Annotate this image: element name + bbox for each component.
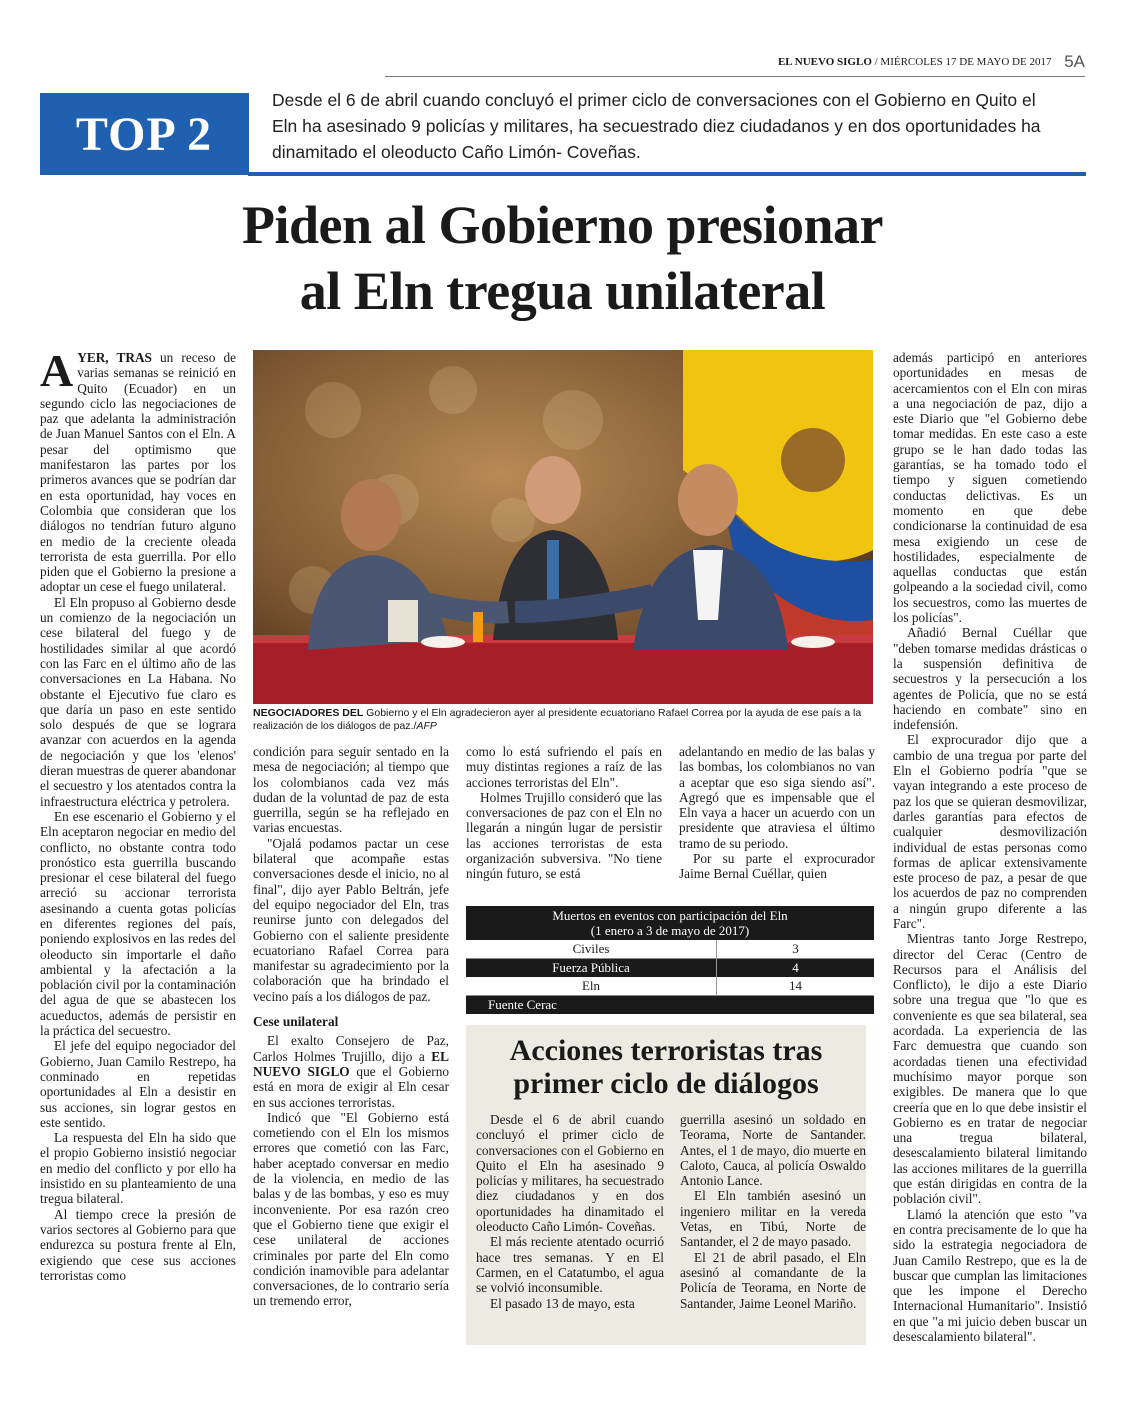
deaths-table xyxy=(466,906,874,1014)
paragraph: El exprocurador dijo que a cambio de una tregua por parte del Eln el Gobierno podría "que se vayan integrando a este proceso de paz los que se quieran desmovilizar, darles garantías para efectos de cualquier desmovilización individual de estas personas como formas de aplicar extensivamente este proceso de paz, a pesar de que los acuerdos de paz no comprenden a ningún grupo diferente a las Farc". xyxy=(893,732,1087,931)
lead-in: YER, TRAS xyxy=(77,350,152,365)
issue-date: / MIÉRCOLES 17 DE MAYO DE 2017 xyxy=(874,56,1052,68)
paragraph: Llamó la atención que esto "va en contra precisamente de lo que ha sido la estrategia negociadora de Juan Camilo Restrepo, que es la de buscar que cumplan las limitaciones que les impone el Derecho Internacional Humanitario". Insistió en que "a mi juicio deben buscar un desescalamiento bilateral". xyxy=(893,1206,1087,1344)
row-value: 14 xyxy=(716,977,874,995)
top-summary: Desde el 6 de abril cuando concluyó el primer ciclo de conversaciones con el Gobierno en Quito el Eln ha asesinado 9 policías y militares, ha secuestrado diez ciudadanos y en dos oportunidades ha dinamitado el oleoducto Caño Limón- Coveñas. xyxy=(272,90,1041,162)
paragraph: El Eln propuso al Gobierno desde un comienzo de la negociación un cese bilateral del fuego y de hostilidades similar al que acordó con las Farc en el último año de las conversaciones en La Habana. No obstante el Ejecutivo fue claro es que daría un paso en este sentido solo después de que se lograra avanzar con acuerdos en la agenda de negociación y que los 'elenos' dieran muestras de querer abandonar el secuestro y los atentados contra la infraestructura eléctrica y petrolera. xyxy=(40,594,236,809)
paragraph: guerrilla asesinó un soldado en Teorama, Norte de Santander. Antes, el 1 de mayo, dio muerte en Caloto, Cauca, al policía Oswaldo Antonio Lance. xyxy=(680,1112,866,1189)
table-row xyxy=(466,959,874,977)
photo-caption xyxy=(253,707,873,733)
article-column-3 xyxy=(466,744,662,882)
paragraph: Al tiempo crece la presión de varios sectores al Gobierno para que endurezca su postura frente al Eln, exigiendo que cese sus acciones terroristas como xyxy=(40,1206,236,1283)
news-photo xyxy=(253,350,873,704)
row-label: Civiles xyxy=(572,941,610,956)
paragraph: El pasado 13 de mayo, esta xyxy=(490,1295,635,1311)
paragraph: adelantando en medio de las balas y las bombas, los colombianos no van a aceptar que eso siga siendo así". Agregó que es impensable que el Eln vaya a hacer un acuerdo con un presidente que atraviesa el último tramo de su periodo. xyxy=(679,744,875,851)
table-period: (1 enero a 3 de mayo de 2017) xyxy=(590,923,750,938)
paragraph: El Eln también asesinó un ingeniero militar en la vereda Vetas, en Tibú, Norte de Santander, el 2 de mayo pasado. xyxy=(680,1188,866,1250)
table-row xyxy=(466,940,874,959)
lead-paragraph xyxy=(40,345,237,595)
text-run: El exalto Consejero de Paz, Carlos Holmes Trujillo, dijo a xyxy=(253,1033,449,1064)
headline xyxy=(60,192,1065,324)
row-value: 3 xyxy=(716,940,874,958)
sidebar-column-2 xyxy=(680,1112,866,1311)
paragraph: Mientras tanto Jorge Restrepo, director del Cerac (Centro de Recursos para el Análisis del Conflicto), le dijo a este Diario sobre una tregua que "lo que es conveniente es que sea bilateral, sea acordada. La experiencia de las Farc demuestra que cuando son acordadas tienen una efectividad muchísimo mayor porque son exigibles. De manera que lo que creería que en lo que debe insistir el Gobierno es en tratar de negociar una tregua bilateral, desescalamiento bilateral limitando las acciones militares de la guerrilla que están dirigidas en contra de la población civil". xyxy=(893,931,1087,1207)
top-divider-vertical xyxy=(248,93,249,173)
paragraph: El más reciente atentado ocurrió hace tres semanas. Y en El Carmen, en el Catatumbo, el agua se volvió inconsumible. xyxy=(476,1234,664,1296)
dropcap: A xyxy=(40,345,74,396)
top-label-box: TOP 2 xyxy=(40,93,248,175)
article-column-2 xyxy=(253,744,449,1309)
row-label: Eln xyxy=(581,978,601,993)
page-number: 5A xyxy=(1064,52,1085,71)
table-source: Fuente Cerac xyxy=(466,996,874,1014)
paragraph: Indicó que "El Gobierno está cometiendo con el Eln los mismos errores que cometió con las Farc, haber aceptado conversar en medio de la violencia, en medio de las balas y de las bombas, y eso es muy inconveniente. Por esa razón creo que el Gobierno tiene que exigir el cese unilateral de acciones criminales por parte del Eln como condición inamovible para adelantar conversaciones, de lo contrario sería un tremendo error, xyxy=(253,1109,449,1309)
table-header xyxy=(466,906,874,940)
subheading: Cese unilateral xyxy=(253,1014,339,1030)
sidebar-title-line-1: Acciones terroristas tras xyxy=(509,1034,823,1067)
masthead xyxy=(385,52,1085,77)
article-column-5 xyxy=(893,350,1087,1344)
paragraph: Desde el 6 de abril cuando concluyó el primer ciclo de conversaciones con el Gobierno en Quito el Eln ha asesinado 9 policías y militares, ha secuestrado diez ciudadanos y en dos oportunidades ha dinamitado el oleoducto Caño Limón- Coveñas. xyxy=(476,1112,664,1235)
sidebar-title-line-2: primer ciclo de diálogos xyxy=(513,1067,819,1100)
paragraph: además participó en anteriores oportunidades en mesas de acercamientos con el Eln con miras a una negociación de paz, dijo a este Diario que "el Gobierno debe tomar medidas. En este caso a este grupo se le han dado todas las garantías, se ha tomado todo el tiempo y siguen cometiendo conductas delictivas. Es un momento en que debe condicionarse la continuidad de esa mesa exigiendo un cese de hostilidades, especialmente de aquellas conductas que están golpeando a la sociedad civil, como los secuestros, como las muertes de los policías". xyxy=(893,350,1087,626)
paragraph: En ese escenario el Gobierno y el Eln aceptaron negociar en medio del conflicto, no obstante contra todo pronóstico esta guerrilla buscando presionar el cese bilateral del fuego arreció su accionar terrorista asesinando a cuenta gotas policías en diferentes regiones del país, poniendo explosivos en las redes del oleoducto sin importarle el daño ambiental y la afectación a la población civil por la contaminación del agua de que se abastecen los acueductos, además de persistir en la práctica del secuestro. xyxy=(40,808,236,1039)
sidebar-title xyxy=(466,1034,866,1100)
headline-line-2: al Eln tregua unilateral xyxy=(299,261,826,321)
newspaper-name: EL NUEVO SIGLO xyxy=(777,56,872,68)
paragraph xyxy=(253,1033,449,1109)
photo-negotiators-meeting xyxy=(253,350,873,704)
paragraph: un receso de varias semanas se reinició en Quito (Ecuador) en un segundo ciclo las negociaciones de paz que adelanta la administración de Juan Manuel Santos con el Eln. A pesar del optimismo que manifestaron las partes por los primeros avances que se podrían dar en esta oportunidad, hay voces en Colombia que consideran que los diálogos no tendrían futuro alguno en medio de la creciente oleada terrorista de esta guerrilla. Por ello piden que el Gobierno la presione a adoptar un cese el fuego unilateral. xyxy=(40,350,237,595)
paragraph: El 21 de abril pasado, el Eln asesinó al comandante de la Policía de Teorama, en Norte de Santander, Jaime Leonel Mariño. xyxy=(680,1249,866,1311)
caption-lead: NEGOCIADORES DEL xyxy=(253,707,364,719)
article-column-4 xyxy=(679,744,875,882)
paragraph: Por su parte el exprocurador Jaime Bernal Cuéllar, quien xyxy=(679,851,875,882)
caption-text: Gobierno y el Eln agradecieron ayer al presidente ecuatoriano Rafael Correa por la ayuda de ese país a la realización de los diálogos de paz./ xyxy=(253,707,862,732)
sidebar-column-1 xyxy=(476,1112,664,1311)
paragraph: El jefe del equipo negociador del Gobierno, Juan Camilo Restrepo, ha conminado en repetidas oportunidades al Eln a desistir en sus acciones, sin lograr gestos en este sentido. xyxy=(40,1038,236,1130)
paragraph: como lo está sufriendo el país en muy distintas regiones a raíz de las acciones terroristas del Eln". xyxy=(466,744,662,790)
paragraph: "Ojalá podamos pactar un cese bilateral que acompañe estas conversaciones desde el inicio, no al final", dijo ayer Pablo Beltrán, jefe del equipo negociador del Eln, tras reunirse junto con delegados del Gobierno con el saliente presidente ecuatoriano Rafael Correa para manifestar su agradecimiento por la colaboración que ha brindado el vecino país a los diálogos de paz. xyxy=(253,835,449,1004)
headline-line-1: Piden al Gobierno presionar xyxy=(241,195,884,255)
article-column-1 xyxy=(40,345,237,1283)
row-value: 4 xyxy=(716,959,874,977)
newspaper-mention: EL NUEVO SIGLO xyxy=(253,1048,449,1079)
table-title: Muertos en eventos con participación del Eln xyxy=(552,908,788,923)
photo-credit: AFP xyxy=(416,720,437,732)
paragraph: condición para seguir sentado en la mesa de negociación; al tiempo que los colombianos cada vez más dudan de la voluntad de paz de esta guerrilla, según se ha reflejado en varias encuestas. xyxy=(253,744,449,836)
paragraph: La respuesta del Eln ha sido que el propio Gobierno insistió negociar en medio del conflicto y por ello ha insistido en su planteamiento de una tregua bilateral. xyxy=(40,1130,236,1207)
row-label: Fuerza Pública xyxy=(552,960,630,975)
top-divider-rule xyxy=(248,172,1086,176)
table-row xyxy=(466,977,874,996)
paragraph: Añadió Bernal Cuéllar que "deben tomarse medidas drásticas o la suspensión definitiva de secuestros y la persecución a los agentes de Policía, que no se está haciendo en combate" sino en indefensión. xyxy=(893,625,1087,733)
paragraph: Holmes Trujillo consideró que las conversaciones de paz con el Eln no llegarán a ningún lugar de persistir las acciones terroristas de esta organización subversiva. "No tiene ningún futuro, se está xyxy=(466,789,662,882)
text-run: que el Gobierno está en mora de exigir al Eln cesar en sus acciones terroristas. xyxy=(253,1063,449,1110)
